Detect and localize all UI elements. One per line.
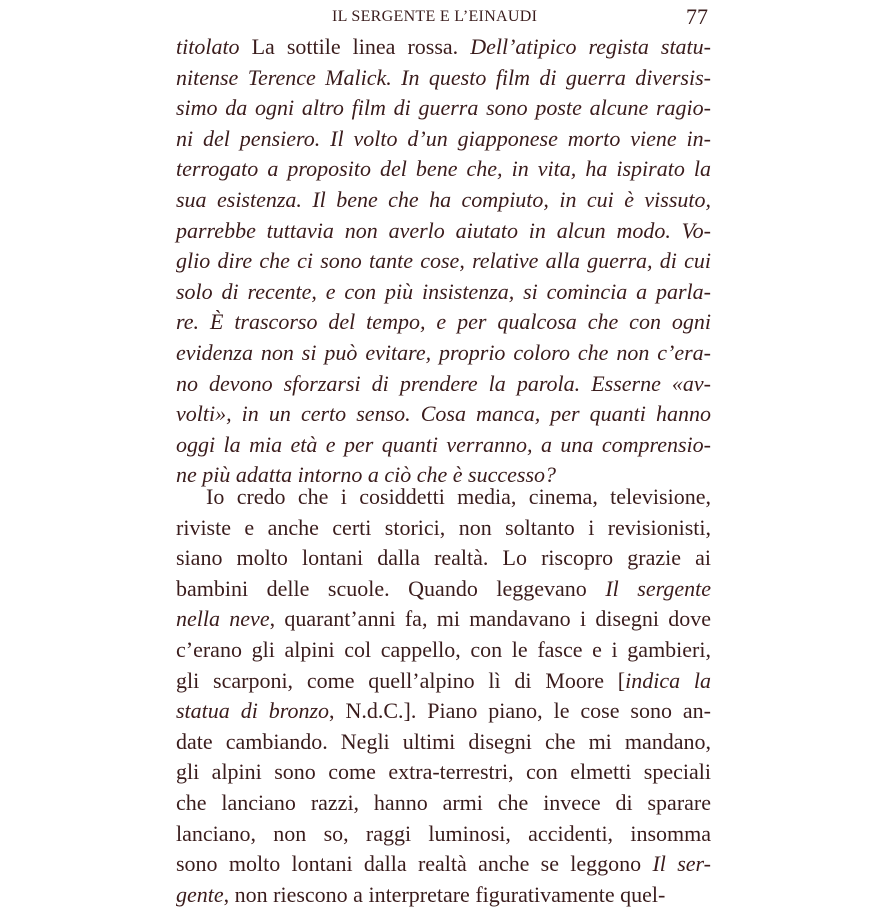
text-line [176,543,711,574]
italic-text: Il sergente [605,575,712,601]
italic-text: gente [176,881,224,907]
italic-text: ni del pensiero. Il volto d’un giapponese morto viene in- [176,125,711,151]
italic-text: glio dire che ci sono tante cose, relative alla guerra, di cui [176,248,711,274]
italic-text: volti», in un certo senso. Cosa manca, per quanti hanno [176,401,711,427]
running-header [0,6,883,30]
text-run: , quarant’anni fa, mi mandavano i disegni dove [269,606,711,632]
text-run: gli alpini sono come extra-terrestri, con elmetti speciali [176,759,711,785]
italic-text: sua esistenza. Il bene che ha compiuto, in cui è vissuto, [176,186,711,212]
text-line [176,604,711,635]
text-run: c’erano gli alpini col cappello, con le fasce e i gambieri, [176,636,711,662]
italic-text: statua di bronzo [176,698,330,724]
text-line [176,338,711,369]
italic-text: terrogato a proposito del bene che, in vita, ha ispirato la [176,156,711,182]
text-line [176,757,711,788]
page-number: 77 [686,4,708,29]
italic-text: nitense Terence Malick. In questo film di guerra diversis- [176,64,711,90]
text-run: gli scarponi, come quell’alpino lì di Moore [ [176,667,626,693]
text-run: Io credo che i cosiddetti media, cinema, televisione, [206,484,711,509]
italic-text: evidenza non si può evitare, proprio coloro che non c’era- [176,339,711,365]
text-run: siano molto lontani dalla realtà. Lo riscopro grazie ai [176,545,711,571]
text-line [176,277,711,308]
text-line [176,369,711,400]
text-line [176,788,711,819]
text-run: lanciano, non so, raggi luminosi, accidenti, insomma [176,820,711,846]
text-line [176,216,711,247]
text-run: , non riescono a interpretare figurativamente quel- [223,881,666,907]
italic-text: no devono sforzarsi di prendere la parola. Esserne «av- [176,370,711,396]
italic-text: ne più adatta intorno a ciò che è successo? [176,462,557,488]
italic-text: Il ser- [652,851,711,877]
italic-text: solo di recente, e con più insistenza, si comincia a parla- [176,278,711,304]
italic-text: parrebbe tuttavia non averlo aiutato in alcun modo. Vo- [176,217,711,243]
italic-text: re. È trascorso del tempo, e per qualcosa che con ogni [176,309,711,335]
text-line [176,185,711,216]
text-line [176,307,711,338]
italic-text: oggi la mia età e per quanti verranno, a una comprensio- [176,431,711,457]
text-line [176,880,711,910]
text-run: sono molto lontani dalla realtà anche se leggono [176,851,653,877]
text-run: che lanciano razzi, hanno armi che invece di sparare [176,789,711,815]
text-line [176,482,711,513]
text-line [176,635,711,666]
text-line [176,727,711,758]
text-line [176,399,711,430]
italic-text: simo da ogni altro film di guerra sono poste alcune ragio- [176,95,711,121]
text-run: date cambiando. Negli ultimi disegni che mi mandano, [176,728,711,754]
body-paragraph [176,482,711,910]
italic-text: nella neve [176,606,270,632]
text-line [176,124,711,155]
text-line [176,32,711,63]
text-run: bambini delle scuole. Quando leggevano [176,575,606,601]
text-line [176,154,711,185]
text-line [176,63,711,94]
italic-quoted-paragraph [176,32,711,491]
italic-text: indica la [625,667,711,693]
text-run: La sottile linea rossa. [239,34,471,59]
text-line [176,666,711,697]
italic-text: titolato [176,34,240,59]
text-line [176,430,711,461]
italic-text: Dell’atipico regista statu- [470,34,711,59]
text-line [176,513,711,544]
text-line [176,849,711,880]
text-line [176,246,711,277]
text-line [176,819,711,850]
running-title: IL SERGENTE E L’EINAUDI [332,8,538,25]
text-line [176,574,711,605]
text-line [176,696,711,727]
text-run: , N.d.C.]. Piano piano, le cose sono an- [329,698,711,724]
text-line [176,93,711,124]
text-run: riviste e anche certi storici, non soltanto i revisionisti, [176,514,711,540]
